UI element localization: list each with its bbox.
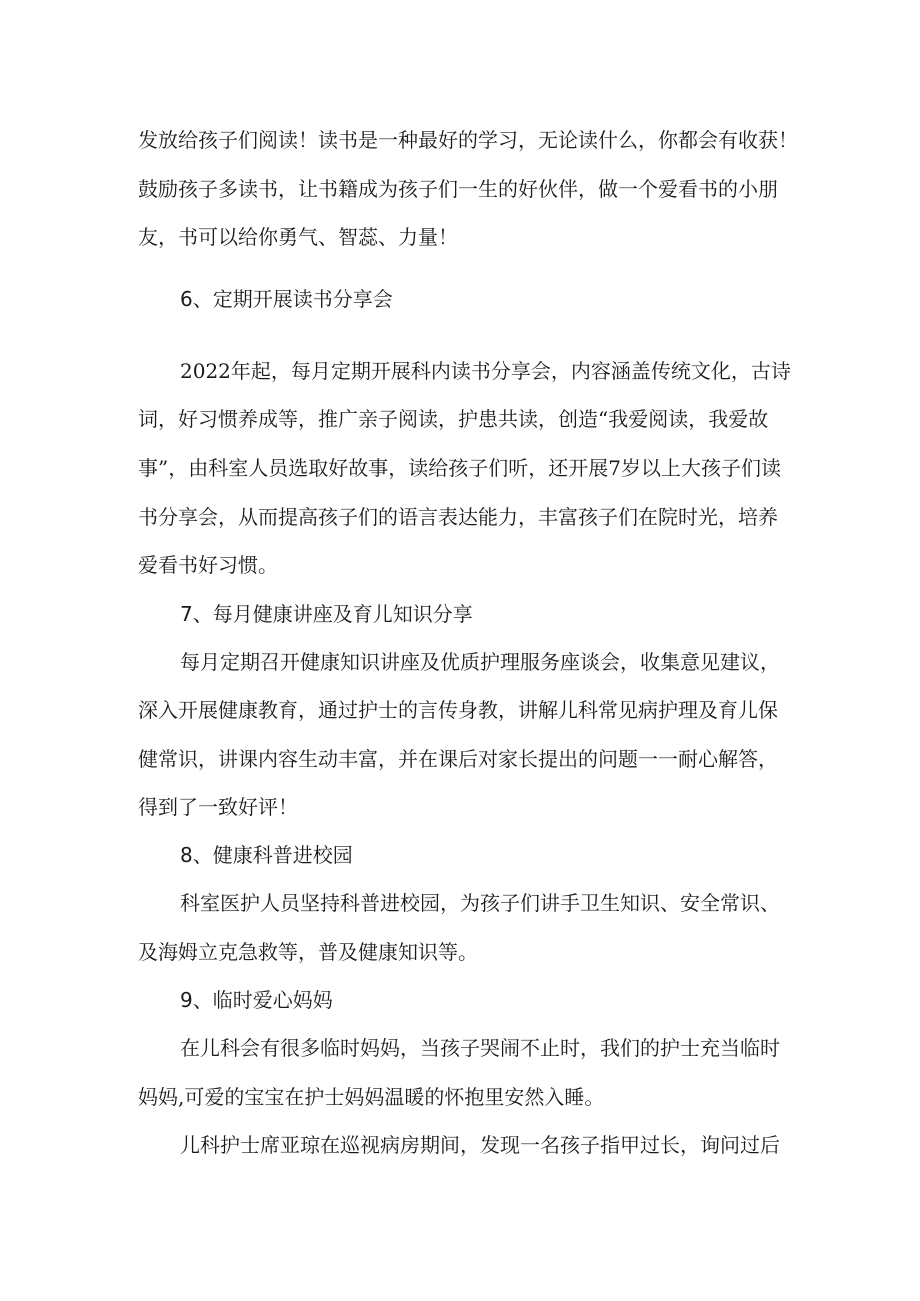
paragraph-line: 鼓励孩子多读书，让书籍成为孩子们一生的好伙伴，做一个爱看书的小朋: [138, 177, 778, 201]
paragraph-line: 书分享会，从而提高孩子们的语言表达能力，丰富孩子们在院时光，培养: [138, 505, 778, 529]
paragraph-line: 及海姆立克急救等，普及健康知识等。: [138, 940, 478, 964]
paragraph-line: 科室医护人员坚持科普进校园，为孩子们讲手卫生知识、安全常识、: [180, 891, 780, 915]
section-heading-7: 7、每月健康讲座及育儿知识分享: [180, 602, 473, 626]
paragraph-line: 爱看书好习惯。: [138, 553, 278, 577]
section-heading-8: 8、健康科普进校园: [180, 843, 353, 867]
paragraph-line: 词，好习惯养成等，推广亲子阅读，护患共读，创造“我爱阅读，我爱故: [138, 407, 769, 431]
section-heading-6: 6、定期开展读书分享会: [180, 287, 393, 311]
paragraph-line: 事”，由科室人员选取好故事，读给孩子们听，还开展7岁以上大孩子们读: [138, 456, 781, 480]
paragraph-line: 2022年起，每月定期开展科内读书分享会，内容涵盖传统文化，古诗: [180, 359, 791, 383]
paragraph-line: 妈妈,可爱的宝宝在护士妈妈温暖的怀抱里安然入睡。: [138, 1085, 605, 1109]
paragraph-line: 健常识，讲课内容生动丰富，并在课后对家长提出的问题一一耐心解答，: [138, 747, 778, 771]
section-heading-9: 9、临时爱心妈妈: [180, 988, 333, 1012]
paragraph-line: 发放给孩子们阅读！读书是一种最好的学习，无论读什么，你都会有收获！: [138, 128, 798, 152]
paragraph-line: 在儿科会有很多临时妈妈，当孩子哭闹不止时，我们的护士充当临时: [180, 1036, 780, 1060]
paragraph-line: 友，书可以给你勇气、智蕊、力量！: [138, 225, 458, 249]
paragraph-line: 每月定期召开健康知识讲座及优质护理服务座谈会，收集意见建议，: [180, 650, 780, 674]
paragraph-line: 得到了一致好评！: [138, 795, 298, 819]
paragraph-line: 儿科护士席亚琼在巡视病房期间，发现一名孩子指甲过长，询问过后: [180, 1133, 780, 1157]
paragraph-line: 深入开展健康教育，通过护士的言传身教，讲解儿科常见病护理及育儿保: [138, 698, 778, 722]
